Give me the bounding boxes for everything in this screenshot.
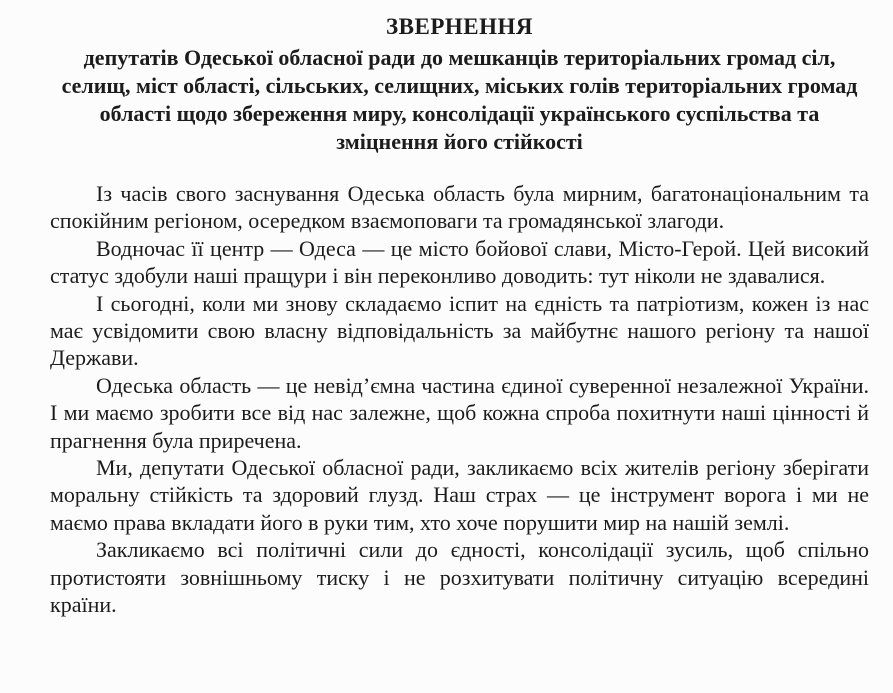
- paragraph: Закликаємо всі політичні сили до єдності, консолідації зусиль, щоб спільно протистояти зовнішньому тиску і не розхитувати політичну ситуацію всередині країни.: [50, 537, 869, 618]
- paragraph: Ми, депутати Одеської обласної ради, закликаємо всіх жителів регіону зберігати моральну стійкість та здоровий глузд. Наш страх — це інструмент ворога і ми не маємо права вкладати його в руки тим, хто хоче порушити мир на нашій землі.: [50, 455, 869, 535]
- paragraph: Водночас її центр — Одеса — це місто бойової слави, Місто-Герой. Цей високий статус здобули наші пращури і він переконливо доводить: тут ніколи не здавалися.: [50, 235, 869, 289]
- paragraph: І сьогодні, коли ми знову складаємо іспит на єдність та патріотизм, кожен із нас має усвідомити свою власну відповідальність за майбутнє нашого регіону та нашої Держави.: [50, 290, 869, 371]
- document-title: ЗВЕРНЕННЯ: [386, 14, 533, 39]
- paragraph: Із часів свого заснування Одеська область була мирним, багатонаціональним та спокійним регіоном, осередком взаємоповаги та громадянської злагоди.: [50, 181, 869, 234]
- document-body: [50, 180, 869, 619]
- document-subtitle: депутатів Одеської обласної ради до мешканців територіальних громад сіл, селищ, міст області, сільських, селищних, міських голів територіальних громад області щодо збереження миру, консолідації українського суспільства та зміцнення його стійкості: [61, 45, 858, 154]
- paragraph: Одеська область — це невід’ємна частина єдиної суверенної незалежної України. І ми маємо зробити все від нас залежне, щоб кожна спроба похитнути наші цінності й прагнення була приречена.: [50, 372, 869, 453]
